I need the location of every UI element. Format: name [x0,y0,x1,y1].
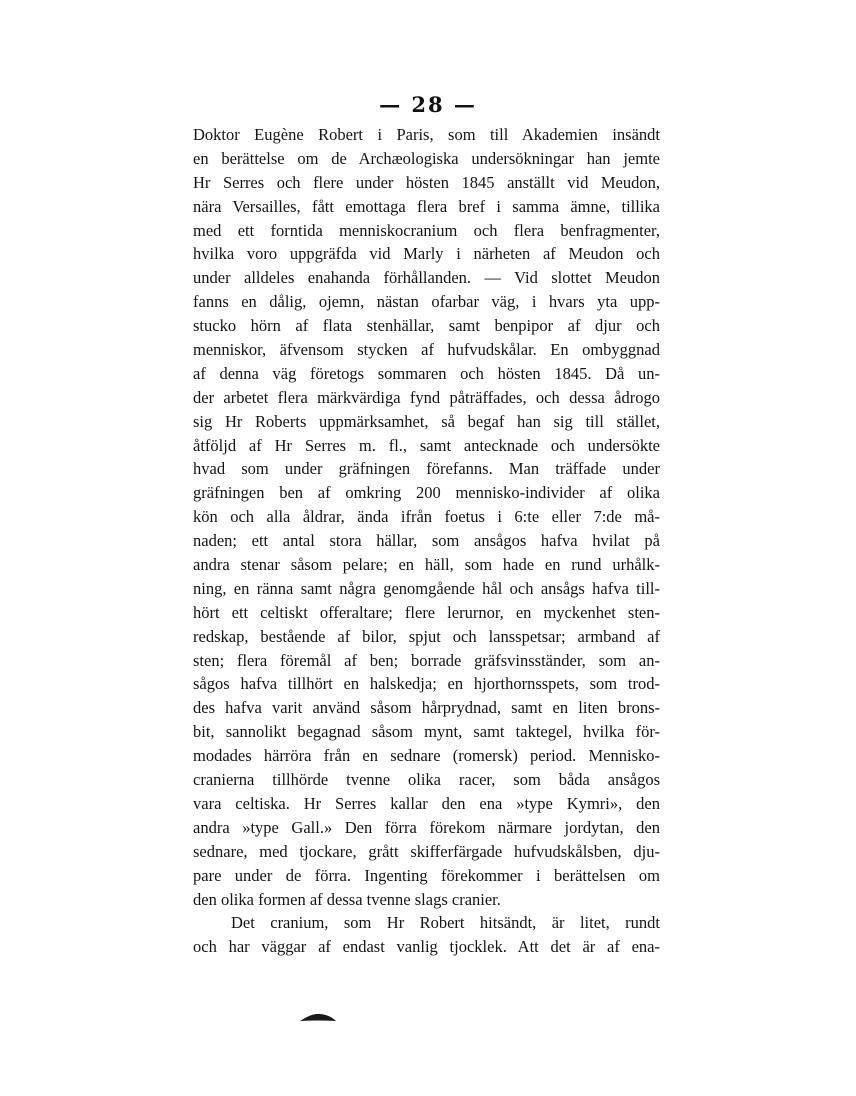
ink-smudge-ornament [298,1012,338,1024]
text-line: pare under de förra. Ingenting förekommer i berättelsen om [193,865,660,885]
text-line: den olika formen af dessa tvenne slags cranier. [193,889,501,909]
text-line: sågos hafva tillhört en halskedja; en hjorthornsspets, som trod- [193,674,660,694]
text-line: nära Versailles, fått emottaga flera bref i samma ämne, tillika [193,196,660,216]
text-line: sig Hr Roberts uppmärksamhet, så begaf han sig till stället, [193,411,660,431]
text-line: ning, en ränna samt några genomgående hål och ansågs hafva till- [193,578,660,598]
text-line: vara celtiska. Hr Serres kallar den ena »type Kymri», den [193,793,660,813]
text-line: naden; ett antal stora hällar, som ansågos hafva hvilat på [193,531,660,551]
text-line: och har väggar af endast vanlig tjocklek. Att det är af ena- [193,937,660,957]
text-line: Hr Serres och flere under hösten 1845 anställt vid Meudon, [193,172,660,192]
text-line: modades härröra från en sednare (romersk) period. Mennisko- [193,746,660,766]
text-line: hört ett celtiskt offeraltare; flere lerurnor, en myckenhet sten- [193,602,660,622]
text-line: kön och alla åldrar, ända ifrån foetus i 6:te eller 7:de må- [193,507,660,527]
text-line: gräfningen ben af omkring 200 mennisko-individer af olika [193,483,660,503]
paragraph-1 [193,123,660,911]
text-line: redskap, bestående af bilor, spjut och lansspetsar; armband af [193,626,660,646]
text-line: en berättelse om de Archæologiska undersökningar han jemte [193,148,660,168]
text-line: andra stenar såsom pelare; en häll, som hade en rund urhålk- [193,555,660,575]
text-line: under alldeles enahanda förhållanden. — Vid slottet Meudon [193,268,660,288]
text-line: sednare, med tjockare, grått skifferfärgade hufvudskålsben, dju- [193,841,660,861]
text-line: Det cranium, som Hr Robert hitsändt, är litet, rundt [231,913,660,933]
page-number: — 28 — [379,92,477,117]
text-line: hvad som under gräfningen förefanns. Man träffade under [193,459,660,479]
text-line: åtföljd af Hr Serres m. fl., samt antecknade och undersökte [193,435,660,455]
text-line: Doktor Eugène Robert i Paris, som till Akademien insändt [193,125,660,144]
text-line: andra »type Gall.» Den förra förekom närmare jordytan, den [193,817,660,837]
body-text [193,123,660,959]
text-line: menniskor, äfvensom stycken af hufvudskålar. En ombyggnad [193,340,660,360]
text-line: fanns en dålig, ojemn, nästan ofarbar väg, i hvars yta upp- [193,292,660,312]
text-line: des hafva varit använd såsom hårprydnad, samt en liten brons- [193,698,660,718]
text-line: med ett forntida menniskocranium och flera benfragmenter, [193,220,660,240]
text-line: sten; flera föremål af ben; borrade gräfsvinsständer, som an- [193,650,660,670]
text-line: der arbetet flera märkvärdiga fynd påträffades, och dessa ådrogo [193,387,660,407]
text-line: bit, sannolikt begagnad såsom mynt, samt taktegel, hvilka för- [193,722,660,742]
text-line: af denna väg företogs sommaren och hösten 1845. Då un- [193,363,660,383]
text-line: hvilka voro uppgräfda vid Marly i närheten af Meudon och [193,244,660,264]
paragraph-2 [193,911,660,959]
text-line: stucko hörn af flata stenhällar, samt benpipor af djur och [193,316,660,336]
text-line: cranierna tillhörde tvenne olika racer, som båda ansågos [193,770,660,790]
